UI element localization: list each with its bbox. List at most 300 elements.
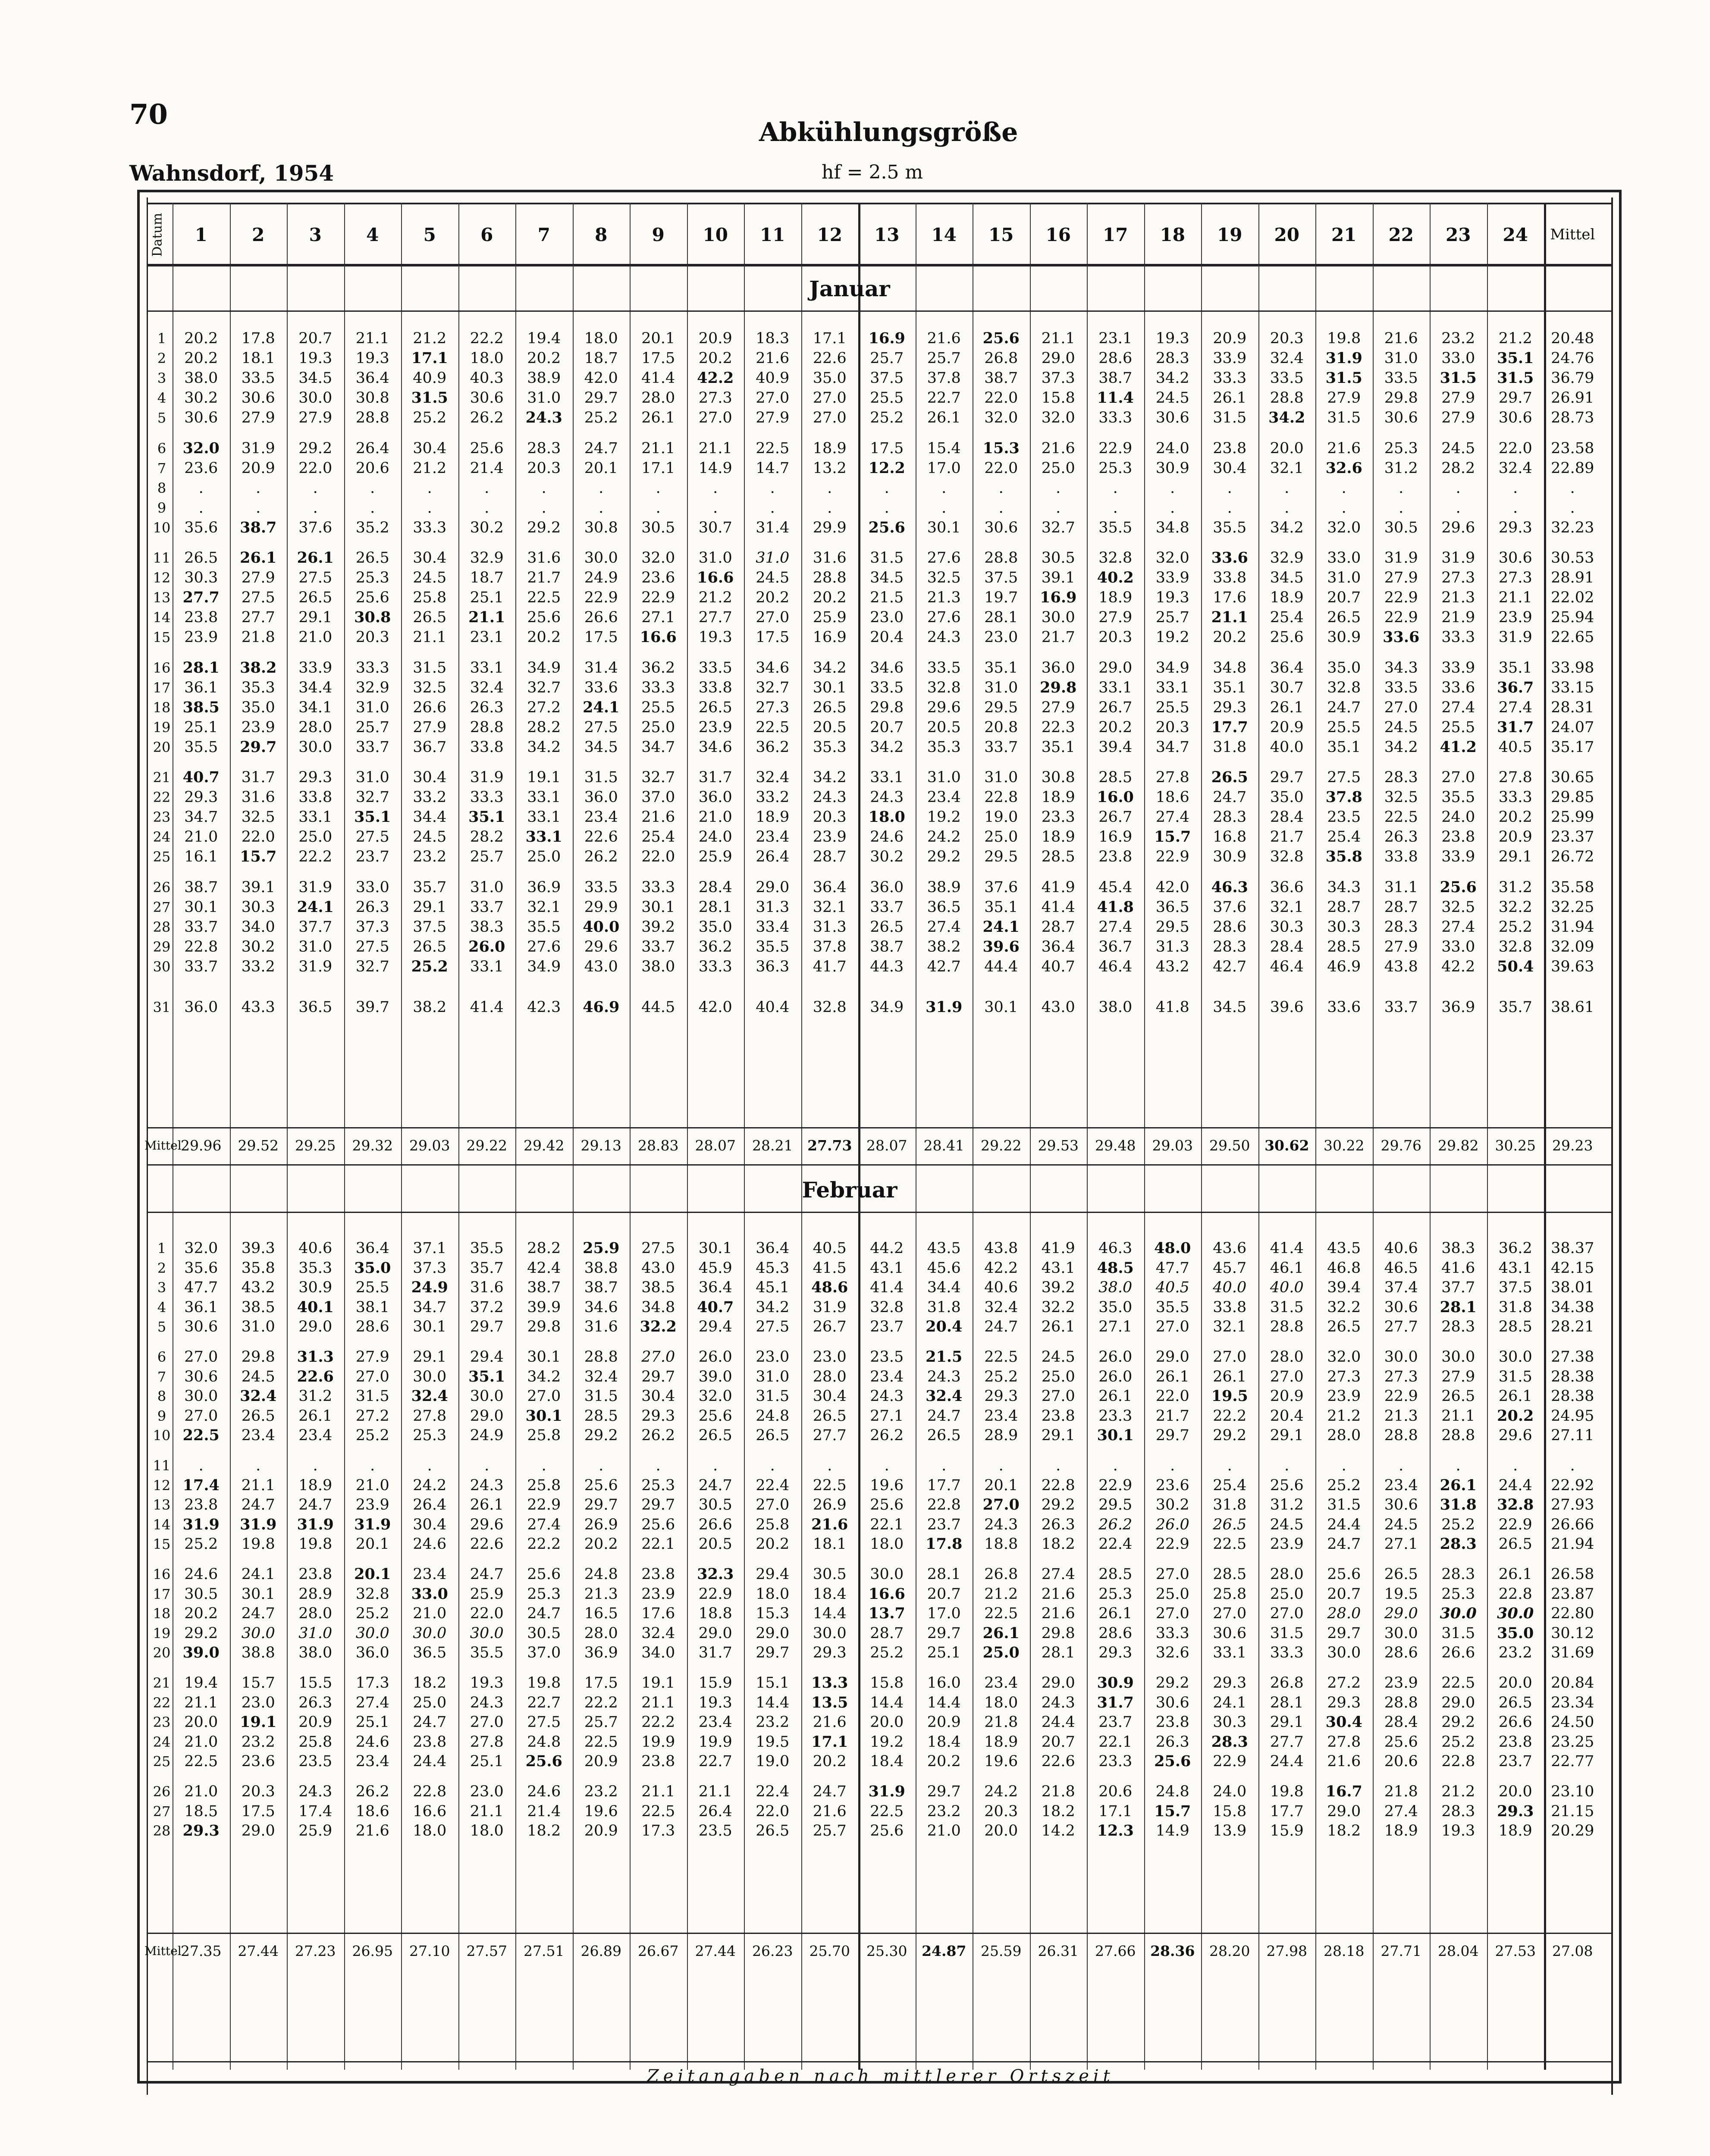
table-cell: . (656, 1457, 661, 1474)
table-cell: 28.5 (584, 1407, 618, 1425)
table-cell: 34.9 (1155, 659, 1189, 677)
table-cell: 30.6 (184, 1368, 218, 1385)
table-cell: 27.4 (1384, 1802, 1418, 1820)
mittel-cell: 27.08 (1552, 1943, 1593, 1959)
table-cell: 32.09 (1551, 938, 1594, 956)
table-cell: 22.0 (470, 1605, 504, 1623)
table-cell: 27.4 (1098, 918, 1133, 936)
table-cell: 36.4 (355, 370, 389, 387)
table-cell: 35.1 (1497, 349, 1534, 367)
table-cell: 30.1 (1097, 1426, 1134, 1445)
table-cell: 25.2 (1441, 1516, 1475, 1533)
table-cell: 26.5 (756, 1822, 790, 1840)
table-cell: 25.7 (1155, 609, 1189, 627)
table-cell: 34.9 (870, 999, 904, 1016)
table-cell: 29.0 (241, 1822, 275, 1840)
table-cell: 21.5 (926, 1348, 963, 1366)
table-cell: 23.8 (413, 1733, 447, 1751)
table-cell: 37.8 (813, 938, 847, 956)
table-cell: 31.0 (698, 549, 732, 567)
table-cell: 17.5 (584, 629, 618, 646)
table-cell: 43.2 (241, 1279, 275, 1297)
table-cell: 20.9 (927, 1714, 961, 1731)
mittel-cell: 27.71 (1381, 1943, 1421, 1959)
table-cell: 33.3 (1213, 370, 1247, 387)
table-cell: 25.94 (1551, 609, 1594, 627)
table-cell: 31.3 (1155, 938, 1189, 956)
table-cell: 17.7 (1270, 1802, 1304, 1820)
table-cell: . (656, 479, 661, 497)
table-cell: 20.1 (984, 1476, 1018, 1494)
table-cell: 23.7 (1098, 1714, 1133, 1731)
table-cell: 25.9 (298, 1822, 333, 1840)
page-title: Abkühlungsgröße (759, 117, 1018, 147)
table-cell: 32.7 (641, 769, 675, 786)
table-cell: 35.0 (1098, 1298, 1133, 1316)
table-cell: 41.4 (641, 370, 675, 387)
table-cell: 23.0 (241, 1694, 275, 1711)
table-cell: 20.3 (1155, 718, 1189, 736)
mittel-cell: 29.22 (466, 1137, 507, 1154)
header-hour: 20 (1274, 224, 1299, 245)
table-cell: 29.0 (1327, 1802, 1361, 1820)
table-cell: 28.8 (1270, 1318, 1304, 1336)
table-cell: 21.0 (355, 1476, 389, 1494)
table-cell: 31.8 (1498, 1298, 1532, 1316)
table-cell: 24.7 (584, 439, 618, 457)
table-cell: 32.0 (1041, 409, 1075, 427)
day-number: 6 (157, 1349, 166, 1365)
table-cell: 33.7 (184, 918, 218, 936)
table-cell: 32.7 (1041, 519, 1075, 536)
mittel-cell: 29.50 (1209, 1137, 1250, 1154)
table-cell: 18.4 (870, 1753, 904, 1771)
table-cell: 23.5 (698, 1822, 732, 1840)
table-cell: 21.1 (641, 1694, 675, 1711)
table-cell: 35.58 (1551, 878, 1594, 896)
table-cell: 26.4 (355, 439, 389, 457)
table-cell: 29.2 (584, 1427, 618, 1445)
table-cell: 29.7 (641, 1368, 675, 1385)
footer-note: Zeitangaben nach mittlerer Ortszeit (647, 2066, 1114, 2086)
table-cell: 28.3 (1213, 808, 1247, 826)
table-cell: 35.0 (1270, 789, 1304, 806)
table-cell: 32.4 (984, 1298, 1018, 1316)
table-cell: 16.9 (1040, 589, 1077, 607)
day-number: 26 (153, 879, 171, 896)
table-cell: 27.11 (1551, 1427, 1594, 1445)
table-cell: 22.5 (584, 1733, 618, 1751)
table-cell: 31.9 (868, 1783, 905, 1800)
table-cell: . (827, 1457, 832, 1474)
table-cell: 19.0 (756, 1753, 790, 1771)
table-cell: 41.4 (1270, 1240, 1304, 1257)
table-cell: 18.9 (984, 1733, 1018, 1751)
table-cell: 17.0 (927, 1605, 961, 1623)
table-cell: 26.5 (1498, 1536, 1532, 1553)
table-cell: 27.38 (1551, 1348, 1594, 1366)
table-cell: 35.1 (984, 659, 1018, 677)
table-cell: . (1399, 1457, 1404, 1474)
table-cell: 18.9 (1270, 589, 1304, 607)
table-cell: 30.8 (584, 519, 618, 536)
table-cell: 17.5 (870, 439, 904, 457)
table-cell: 28.38 (1551, 1388, 1594, 1405)
table-cell: 29.6 (584, 938, 618, 956)
table-cell: 34.2 (527, 738, 561, 756)
table-cell: 34.8 (1155, 519, 1189, 536)
table-cell: 24.6 (527, 1783, 561, 1800)
table-cell: 23.8 (1098, 848, 1133, 866)
table-cell: 32.0 (184, 1240, 218, 1257)
table-cell: 27.2 (355, 1407, 389, 1425)
table-cell: 34.8 (1213, 659, 1247, 677)
table-cell: 31.8 (1213, 738, 1247, 756)
table-cell: . (370, 499, 375, 517)
table-cell: 27.4 (355, 1694, 389, 1711)
table-cell: 37.6 (984, 878, 1018, 896)
table-cell: 30.1 (927, 519, 961, 536)
table-cell: 38.2 (927, 938, 961, 956)
table-cell: 26.2 (641, 1427, 675, 1445)
table-cell: 31.2 (1384, 459, 1418, 477)
table-cell: 32.5 (927, 569, 961, 587)
table-cell: 34.0 (241, 918, 275, 936)
table-cell: 32.8 (927, 679, 961, 696)
day-number: 6 (157, 440, 166, 457)
table-cell: 24.8 (756, 1407, 790, 1425)
table-cell: 27.9 (1441, 1368, 1475, 1385)
table-cell: 17.4 (298, 1802, 333, 1820)
table-cell: 33.3 (641, 679, 675, 696)
mittel-label: Mittel (144, 1944, 182, 1958)
table-cell: 30.6 (1384, 1298, 1418, 1316)
mittel-cell: 27.51 (524, 1943, 565, 1959)
table-cell: 26.3 (1041, 1516, 1075, 1533)
table-cell: 17.1 (411, 349, 448, 367)
table-cell: 36.6 (1270, 878, 1304, 896)
table-cell: 32.23 (1551, 519, 1594, 536)
table-cell: 44.5 (641, 999, 675, 1016)
table-cell: 22.4 (1098, 1536, 1133, 1553)
table-cell: 24.3 (870, 789, 904, 806)
table-cell: 23.9 (1498, 609, 1532, 627)
table-cell: 34.5 (1213, 999, 1247, 1016)
mittel-cell: 29.53 (1038, 1137, 1079, 1154)
table-cell: 30.4 (413, 549, 447, 567)
table-cell: 22.80 (1551, 1605, 1594, 1623)
table-cell: 20.2 (1098, 718, 1133, 736)
table-cell: 13.7 (868, 1604, 905, 1623)
table-cell: 34.38 (1551, 1298, 1594, 1316)
table-cell: 30.4 (413, 439, 447, 457)
table-cell: 32.2 (1041, 1298, 1075, 1316)
day-number: 2 (157, 1260, 166, 1276)
table-cell: 30.8 (354, 608, 391, 627)
table-cell: 27.9 (1441, 409, 1475, 427)
table-cell: 23.9 (1327, 1388, 1361, 1405)
table-cell: . (256, 1457, 261, 1474)
table-cell: 36.5 (1155, 898, 1189, 916)
table-cell: 20.1 (584, 459, 618, 477)
day-number: 1 (157, 330, 166, 347)
table-cell: 26.8 (984, 1566, 1018, 1583)
table-cell: 28.0 (1327, 1605, 1361, 1623)
table-cell: 43.0 (641, 1259, 675, 1277)
table-cell: 30.0 (1041, 609, 1075, 627)
table-cell: 29.7 (470, 1318, 504, 1336)
table-cell: 27.0 (813, 409, 847, 427)
table-cell: 20.2 (813, 589, 847, 607)
table-cell: 21.6 (355, 1822, 389, 1840)
table-cell: 22.1 (870, 1516, 904, 1533)
table-cell: 25.5 (641, 699, 675, 716)
table-cell: 17.5 (584, 1674, 618, 1692)
table-cell: 17.5 (756, 629, 790, 646)
table-cell: 31.69 (1551, 1644, 1594, 1662)
table-cell: 33.6 (1327, 999, 1361, 1016)
table-cell: 20.6 (355, 459, 389, 477)
table-cell: 12.2 (868, 459, 905, 477)
table-cell: 32.25 (1551, 898, 1594, 916)
table-cell: 36.4 (813, 878, 847, 896)
table-cell: 21.6 (1384, 330, 1418, 347)
table-cell: 38.37 (1551, 1240, 1594, 1257)
table-cell: 27.8 (1155, 769, 1189, 786)
table-cell: 40.0 (1270, 1279, 1304, 1297)
table-cell: . (884, 499, 889, 517)
table-cell: 33.3 (355, 659, 389, 677)
table-cell: 30.2 (184, 389, 218, 407)
table-cell: 26.5 (413, 609, 447, 627)
table-cell: 34.6 (584, 1298, 618, 1316)
table-cell: 28.5 (1213, 1566, 1247, 1583)
table-cell: . (713, 1457, 718, 1474)
table-cell: 15.9 (1270, 1822, 1304, 1840)
table-cell: 31.4 (756, 519, 790, 536)
table-cell: 25.8 (756, 1516, 790, 1533)
table-cell: 26.7 (813, 1318, 847, 1336)
table-cell: 23.0 (756, 1348, 790, 1366)
table-cell: 28.7 (813, 848, 847, 866)
table-cell: 30.0 (298, 389, 333, 407)
table-cell: 31.6 (584, 1318, 618, 1336)
table-cell: 25.3 (641, 1476, 675, 1494)
table-cell: 29.8 (1040, 678, 1077, 696)
table-cell: 18.0 (984, 1694, 1018, 1711)
table-cell: 22.5 (1441, 1674, 1475, 1692)
table-cell: 21.2 (1498, 330, 1532, 347)
table-cell: 20.3 (527, 459, 561, 477)
table-cell: 35.3 (813, 738, 847, 756)
table-cell: 30.0 (298, 738, 333, 756)
table-cell: 22.6 (1041, 1753, 1075, 1771)
table-cell: 37.3 (413, 1259, 447, 1277)
table-cell: 29.7 (641, 1496, 675, 1514)
table-cell: 46.8 (1327, 1259, 1361, 1277)
table-cell: 25.6 (641, 1516, 675, 1533)
table-cell: 28.8 (1270, 389, 1304, 407)
table-cell: . (1056, 479, 1061, 497)
table-cell: 27.0 (698, 409, 732, 427)
day-number: 15 (153, 629, 171, 646)
table-cell: 21.0 (413, 1605, 447, 1623)
table-cell: . (1399, 479, 1404, 497)
table-cell: 23.4 (984, 1674, 1018, 1692)
table-cell: 21.6 (1327, 439, 1361, 457)
day-number: 7 (157, 1368, 166, 1385)
table-cell: 29.6 (1441, 519, 1475, 536)
table-cell: 22.4 (756, 1783, 790, 1800)
table-cell: 28.4 (1270, 938, 1304, 956)
table-cell: 21.4 (470, 459, 504, 477)
table-cell: . (941, 499, 947, 517)
table-cell: 24.76 (1551, 350, 1594, 367)
table-cell: . (370, 479, 375, 497)
table-cell: 27.9 (1098, 609, 1133, 627)
table-cell: 27.3 (698, 389, 732, 407)
table-cell: 33.6 (584, 679, 618, 696)
mittel-cell: 29.13 (580, 1137, 621, 1154)
table-cell: 30.1 (527, 1348, 561, 1366)
table-cell: 23.2 (413, 848, 447, 866)
table-cell: 26.3 (1384, 828, 1418, 846)
table-cell: 33.9 (1213, 350, 1247, 367)
table-cell: 24.5 (1041, 1348, 1075, 1366)
table-cell: 27.9 (1384, 938, 1418, 956)
table-cell: 27.9 (355, 1348, 389, 1366)
table-cell: 37.3 (1041, 370, 1075, 387)
table-cell: 22.2 (527, 1536, 561, 1553)
table-cell: 30.5 (1384, 519, 1418, 536)
table-cell: 30.4 (413, 769, 447, 786)
table-cell: 33.3 (641, 878, 675, 896)
table-cell: 32.9 (470, 549, 504, 567)
table-cell: 26.4 (413, 1496, 447, 1514)
table-cell: 18.9 (813, 439, 847, 457)
table-cell: 35.8 (241, 1259, 275, 1277)
table-cell: 36.4 (756, 1240, 790, 1257)
table-cell: 24.1 (982, 918, 1020, 936)
table-cell: . (427, 499, 432, 517)
table-cell: 19.8 (1270, 1783, 1304, 1800)
table-cell: . (313, 479, 318, 497)
table-cell: 26.66 (1551, 1516, 1594, 1533)
table-cell: 26.4 (756, 848, 790, 866)
table-cell: 19.5 (1384, 1585, 1418, 1603)
table-cell: 25.4 (641, 828, 675, 846)
mittel-cell: 26.95 (352, 1943, 393, 1959)
header-hour: 1 (195, 224, 207, 245)
table-cell: 24.07 (1551, 718, 1594, 736)
table-cell: 28.7 (1041, 918, 1075, 936)
table-cell: 32.4 (584, 1368, 618, 1385)
table-cell: 33.7 (184, 958, 218, 975)
table-cell: 22.5 (870, 1802, 904, 1820)
table-cell: 34.7 (641, 738, 675, 756)
day-number: 9 (157, 1407, 166, 1424)
table-cell: 38.7 (584, 1279, 618, 1297)
table-cell: 22.0 (641, 848, 675, 866)
mittel-cell: 28.07 (866, 1137, 907, 1154)
table-cell: . (998, 1457, 1004, 1474)
mittel-cell: 27.44 (238, 1943, 279, 1959)
table-cell: 31.0 (984, 679, 1018, 696)
table-cell: 24.5 (1384, 718, 1418, 736)
table-cell: 19.8 (1327, 330, 1361, 347)
table-cell: 25.0 (641, 718, 675, 736)
table-cell: . (770, 1457, 775, 1474)
mittel-cell: 27.57 (466, 1943, 507, 1959)
table-cell: 28.0 (1270, 1348, 1304, 1366)
table-cell: 23.4 (870, 1368, 904, 1385)
table-cell: . (313, 499, 318, 517)
table-header (147, 203, 1613, 266)
table-cell: 23.9 (184, 629, 218, 646)
table-cell: 30.5 (527, 1624, 561, 1642)
table-cell: 15.7 (1154, 828, 1191, 846)
header-hour: 15 (988, 224, 1014, 245)
table-cell: 27.8 (470, 1733, 504, 1751)
table-cell: 30.3 (184, 569, 218, 587)
table-cell: 19.3 (1155, 330, 1189, 347)
table-cell: 22.7 (698, 1753, 732, 1771)
table-cell: 42.7 (927, 958, 961, 975)
table-cell: 29.5 (1155, 918, 1189, 936)
table-cell: 21.7 (1155, 1407, 1189, 1425)
table-cell: 26.6 (1498, 1714, 1532, 1731)
table-cell: 30.1 (984, 999, 1018, 1016)
table-cell: 33.3 (1498, 789, 1532, 806)
table-cell: 32.3 (697, 1565, 734, 1583)
table-cell: 24.4 (1498, 1476, 1532, 1494)
table-cell: 35.1 (1498, 659, 1532, 677)
table-cell: 33.8 (470, 738, 504, 756)
header-hour: 5 (423, 224, 436, 245)
table-cell: 32.7 (527, 679, 561, 696)
table-cell: 29.1 (413, 1348, 447, 1366)
day-number: 19 (153, 1625, 171, 1642)
table-cell: 24.8 (584, 1566, 618, 1583)
month-band-top (147, 1164, 1613, 1166)
table-cell: 38.2 (413, 999, 447, 1016)
table-cell: 26.1 (1041, 1318, 1075, 1336)
table-cell: 31.9 (240, 1515, 277, 1533)
header-hour: 7 (537, 224, 550, 245)
table-cell: 28.8 (984, 549, 1018, 567)
table-cell: 31.5 (413, 659, 447, 677)
table-cell: 37.3 (355, 918, 389, 936)
table-cell: 40.1 (297, 1298, 334, 1316)
table-cell: 30.6 (1384, 409, 1418, 427)
table-cell: 31.8 (1213, 1496, 1247, 1514)
table-cell: 24.7 (813, 1783, 847, 1800)
table-cell: 23.8 (1213, 439, 1247, 457)
table-cell: 24.3 (984, 1516, 1018, 1533)
table-cell: 20.7 (927, 1585, 961, 1603)
day-number: 20 (153, 739, 171, 755)
table-cell: 23.25 (1551, 1733, 1594, 1751)
table-cell: 31.2 (1270, 1496, 1304, 1514)
table-cell: 22.2 (641, 1714, 675, 1731)
table-cell: 31.0 (1384, 350, 1418, 367)
table-cell: 15.8 (870, 1674, 904, 1692)
table-cell: 25.6 (584, 1476, 618, 1494)
table-cell: 29.0 (1041, 1674, 1075, 1692)
table-cell: 40.5 (813, 1240, 847, 1257)
table-cell: 38.2 (240, 658, 277, 677)
table-cell: 27.9 (298, 409, 333, 427)
